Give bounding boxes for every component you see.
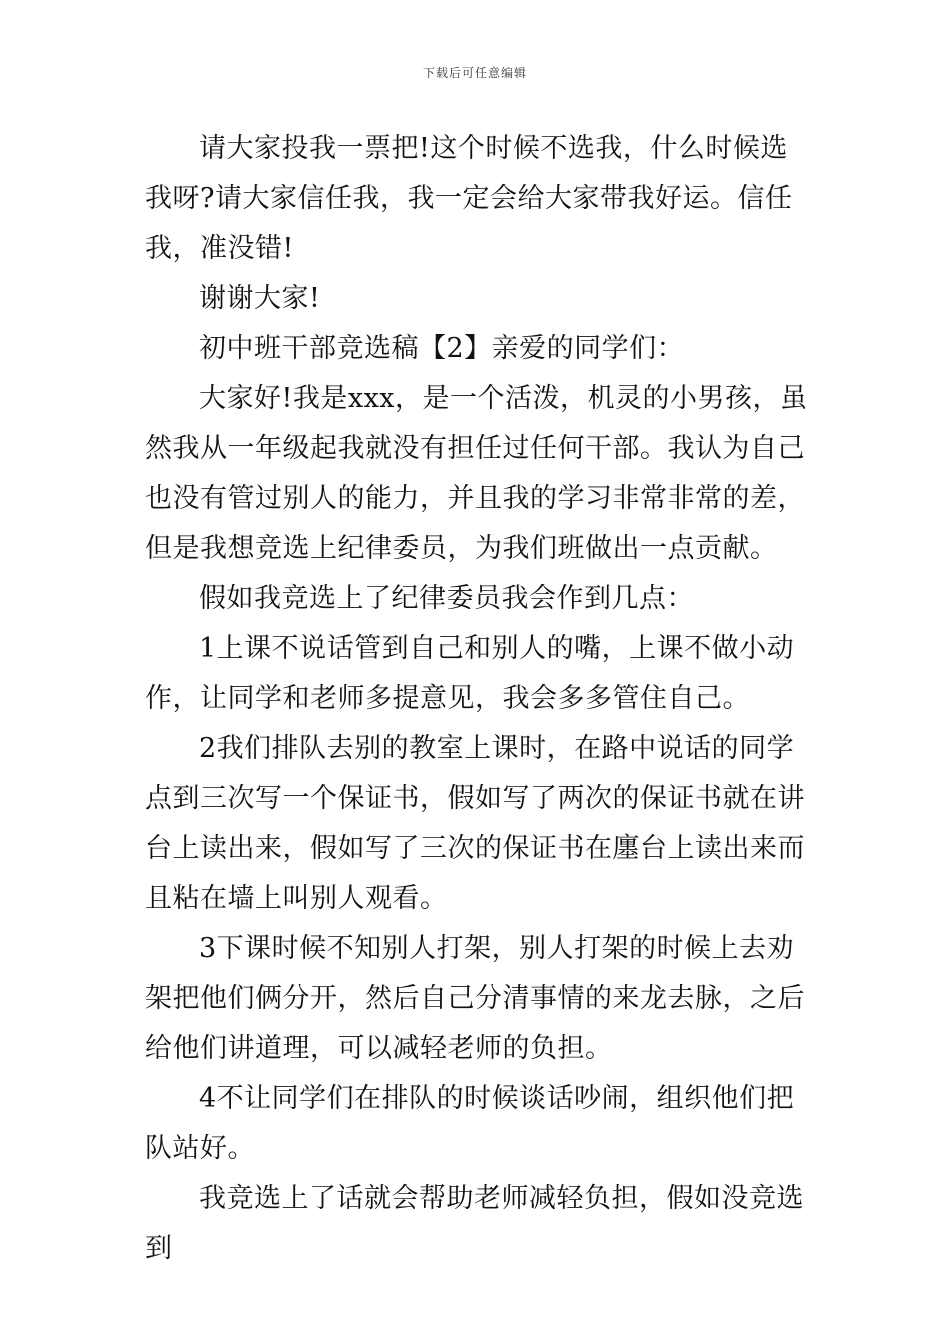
paragraph-point-1: 1上课不说话管到自己和别人的嘴，上课不做小动作，让同学和老师多提意见，我会多多管住自己。 — [145, 633, 795, 714]
document-body — [145, 124, 815, 1274]
paragraph-closing: 我竞选上了话就会帮助老师减轻负担，假如没竞选到 — [145, 1183, 804, 1264]
paragraph-point-2: 2我们排队去别的教室上课时，在路中说话的同学点到三次写一个保证书，假如写了两次的保证书就在讲台上读出来，假如写了三次的保证书在廛台上读出来而且粘在墙上叫别人观看。 — [145, 733, 805, 914]
header-note: 下载后可任意编辑 — [422, 66, 527, 80]
paragraph-vote-request: 请大家投我一票把!这个时候不选我，什么时候选我呀?请大家信任我，我一定会给大家带我好运。信任我，准没错! — [145, 133, 793, 264]
paragraph-point-3: 3下课时候不知别人打架，别人打架的时候上去劝架把他们俩分开，然后自己分清事情的来龙去脉，之后给他们讲道理，可以减轻老师的负担。 — [145, 933, 805, 1064]
paragraph-speech-title: 初中班干部竞选稿【2】亲爱的同学们： — [199, 333, 685, 364]
paragraph-introduction: 大家好!我是xxx，是一个活泼，机灵的小男孩，虽然我从一年级起我就没有担任过任何干部。我认为自己也没有管过别人的能力，并且我的学习非常非常的差，但是我想竞选上纪律委员，为我们班做出一点贡献。 — [145, 383, 808, 564]
paragraph-point-4: 4不让同学们在排队的时候谈话吵闹，组织他们把队站好。 — [145, 1083, 795, 1164]
paragraph-promise-intro: 假如我竞选上了纪律委员我会作到几点： — [199, 583, 694, 614]
paragraph-thanks: 谢谢大家! — [199, 283, 321, 314]
